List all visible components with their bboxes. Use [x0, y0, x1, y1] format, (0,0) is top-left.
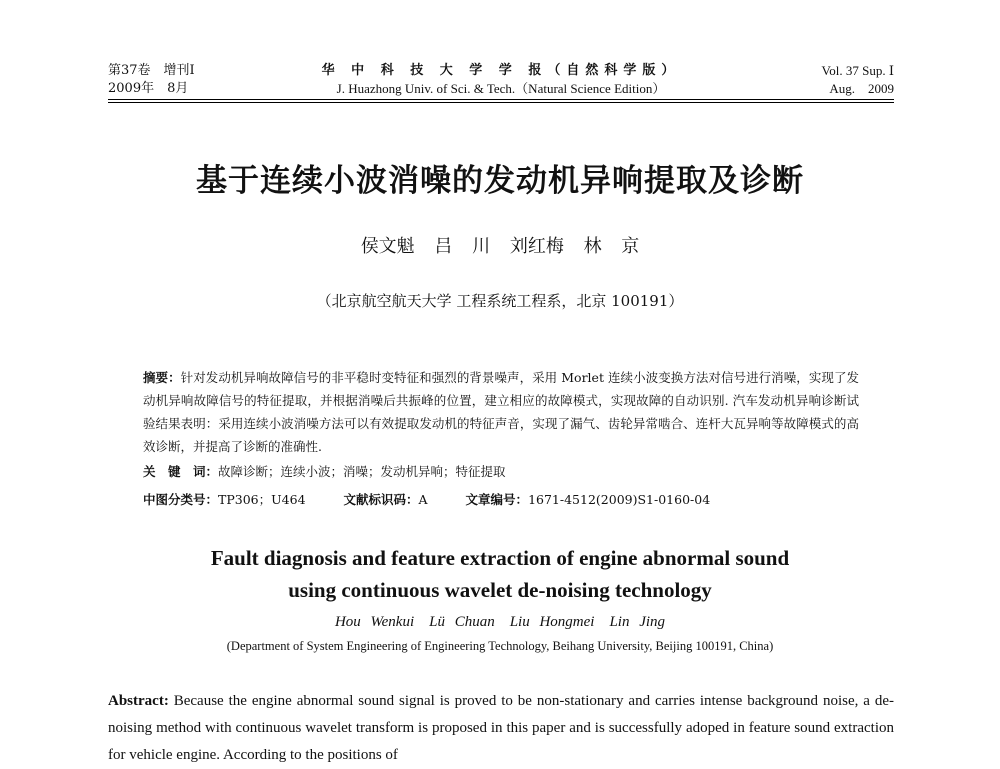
- article-no-value: 1671-4512(2009)S1-0160-04: [528, 492, 711, 507]
- year-month: 2009年 8月: [108, 81, 189, 96]
- doc-code-label: 文献标识码：: [343, 492, 419, 507]
- paper-title-cn: 基于连续小波消噪的发动机异响提取及诊断: [196, 163, 804, 199]
- authors-cn: 侯文魁 吕 川 刘红梅 林 京: [360, 236, 640, 257]
- header-center: [108, 62, 894, 98]
- header-rule-bottom: [108, 102, 894, 103]
- paper-title-en-line1: Fault diagnosis and feature extraction of engine abnormal sound: [210, 546, 790, 570]
- date-en: Aug. 2009: [829, 81, 894, 96]
- abstract-cn-text: 针对发动机异响故障信号的非平稳时变特征和强烈的背景噪声，采用 Morlet 连续小波变换方法对信号进行消噪，实现了发动机异响故障信号的特征提取，并根据消噪后共振峰的位置，建立相应的故障模式，实现故障的自动识别. 汽车发动机异响诊断试验结果表明：采用连续小波消噪方法可以有效提取发动机的特征声音，实现了漏气、齿轮异常啮合、连杆大瓦异响等故障模式的高效诊断，并提高了诊断的准确性.: [143, 370, 859, 454]
- article-no-label: 文章编号：: [465, 492, 529, 507]
- abstract-cn: [143, 366, 859, 458]
- journal-name-en: J. Huazhong Univ. of Sci. & Tech.（Natural Science Edition）: [336, 81, 666, 96]
- paper-title-en-line2: using continuous wavelet de-noising technology: [288, 578, 712, 602]
- abstract-cn-label: 摘要：: [143, 370, 181, 385]
- keywords-text: 故障诊断；连续小波；消噪；发动机异响；特征提取: [218, 464, 506, 479]
- authors-en: Hou Wenkui Lü Chuan Liu Hongmei Lin Jing: [334, 614, 666, 630]
- keywords-label: 关 键 词：: [143, 464, 219, 479]
- keywords: [143, 462, 859, 482]
- header-rule-top: [108, 99, 894, 100]
- classification-line: [143, 490, 859, 510]
- abstract-en: [108, 688, 894, 769]
- paper-title-en: [0, 542, 1000, 606]
- affiliation-en: (Department of System Engineering of Engineering Technology, Beihang University, Beijing 100191, China): [226, 639, 774, 653]
- affiliation-cn: （北京航空航天大学 工程系统工程系，北京 100191）: [316, 292, 684, 310]
- running-header: [108, 62, 894, 102]
- volume-issue: 第37卷 增刊Ⅰ: [108, 63, 195, 78]
- clc-value: TP306；U464: [218, 492, 306, 507]
- abstract-en-text: Because the engine abnormal sound signal is proved to be non-stationary and carries intense background noise, a de-noising method with continuous wavelet transform is proposed in this paper and is successfully adoped in feature sound extraction for vehicle engine. According to the positions of: [108, 693, 894, 763]
- header-right: [822, 62, 894, 98]
- journal-name-cn: 华 中 科 技 大 学 学 报（自然科学版）: [321, 63, 681, 78]
- doc-code-value: A: [418, 492, 428, 507]
- clc-label: 中图分类号：: [143, 492, 219, 507]
- volume-en: Vol. 37 Sup. Ⅰ: [821, 63, 894, 78]
- abstract-en-label: Abstract:: [108, 693, 169, 709]
